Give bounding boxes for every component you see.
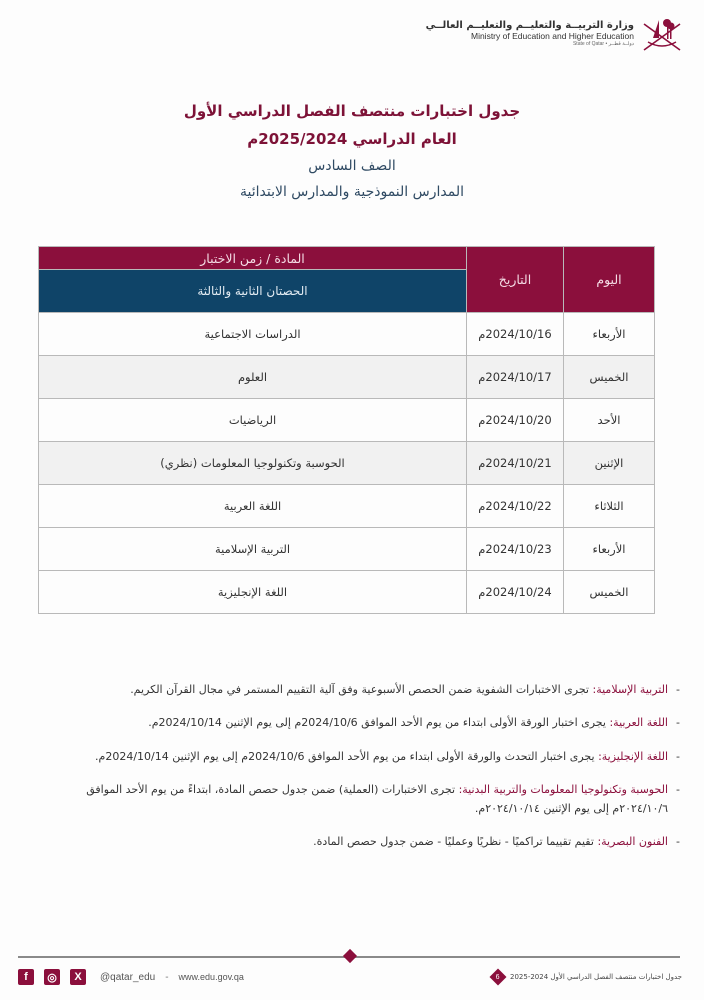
table-row [39, 528, 655, 571]
note-text: تجرى الاختبارات (العملية) ضمن جدول حصص المادة، ابتداءً من يوم الأحد الموافق ٢٠٢٤/١٠/٦م إلى يوم الإثنين ٢٠٢٤/١٠/١٤م. [86, 782, 668, 815]
note-dash: - [676, 782, 680, 796]
document-titles [0, 102, 704, 200]
facebook-icon[interactable]: f [18, 969, 34, 985]
qatar-emblem-icon [640, 14, 684, 54]
cell-day: الأحد [564, 399, 655, 442]
cell-date: 2024/10/17م [467, 356, 564, 399]
page-title: جدول اختبارات منتصف الفصل الدراسي الأول [183, 102, 521, 120]
table-row [39, 313, 655, 356]
note-dash: - [676, 749, 680, 763]
note-label: التربية الإسلامية: [592, 683, 668, 696]
cell-date: 2024/10/20م [467, 399, 564, 442]
note-text: يجرى اختبار التحدث والورقة الأولى ابتداء من يوم الأحد الموافق 2024/10/6م إلى يوم الإثنين 2024/10/14م. [95, 749, 599, 763]
note-dash: - [676, 716, 680, 730]
notes-list [70, 680, 680, 866]
header-periods: الحصتان الثانية والثالثة [39, 270, 467, 313]
cell-subject: الدراسات الاجتماعية [39, 313, 467, 356]
cell-date: 2024/10/23م [467, 528, 564, 571]
note-text: تجرى الاختبارات الشفوية ضمن الحصص الأسبوعية وفق آلية التقييم المستمر في مجال القرآن الكريم. [130, 683, 593, 696]
note-item [70, 713, 680, 732]
page-number-badge [489, 969, 506, 986]
footer-diamond-icon [343, 949, 357, 963]
note-text: تقيم تقييما تراكميًا - نظريًا وعمليًا - ضمن جدول حصص المادة. [313, 835, 598, 849]
footer-doc-info [492, 971, 682, 983]
ministry-logo [426, 14, 684, 54]
cell-subject: التربية الإسلامية [39, 528, 467, 571]
cell-date: 2024/10/21م [467, 442, 564, 485]
note-dash: - [676, 683, 680, 696]
table-row [39, 442, 655, 485]
cell-date: 2024/10/24م [467, 571, 564, 614]
page-number: 6 [496, 973, 500, 981]
footer-social [18, 969, 244, 985]
table-row [39, 485, 655, 528]
x-icon[interactable]: X [70, 969, 86, 985]
ministry-name-en: Ministry of Education and Higher Education [470, 30, 634, 41]
note-item [70, 832, 680, 851]
state-label: State of Qatar • دولــة قطــر [572, 40, 634, 47]
note-dash: - [676, 835, 680, 849]
cell-date: 2024/10/16م [467, 313, 564, 356]
academic-year: العام الدراسي 2025/2024م [247, 130, 457, 148]
cell-subject: الرياضيات [39, 399, 467, 442]
cell-date: 2024/10/22م [467, 485, 564, 528]
cell-day: الخميس [564, 571, 655, 614]
cell-day: الخميس [564, 356, 655, 399]
footer-doc-title: جدول اختبارات منتصف الفصل الدراسي الأول 2024-2025 [509, 973, 682, 981]
cell-day: الثلاثاء [564, 485, 655, 528]
social-handle[interactable]: @qatar_edu [100, 971, 156, 983]
exam-schedule-table [38, 246, 655, 614]
cell-day: الأربعاء [564, 528, 655, 571]
note-item [70, 680, 680, 699]
table-row [39, 356, 655, 399]
instagram-icon[interactable]: ◎ [44, 969, 60, 985]
website-link[interactable]: www.edu.gov.qa [178, 972, 244, 982]
header-day: اليوم [564, 247, 655, 313]
note-label: اللغة العربية: [609, 716, 668, 730]
cell-subject: الحوسبة وتكنولوجيا المعلومات (نظري) [39, 442, 467, 485]
ministry-name-ar: وزارة التربيــة والتعليــم والتعليــم العالــي [425, 20, 634, 32]
cell-subject: العلوم [39, 356, 467, 399]
note-label: الفنون البصرية: [597, 835, 668, 849]
table-row [39, 399, 655, 442]
note-label: اللغة الإنجليزية: [598, 749, 668, 763]
header-date: التاريخ [467, 247, 564, 313]
grade-label: الصف السادس [308, 158, 396, 174]
ministry-name [426, 20, 634, 47]
cell-day: الإثنين [564, 442, 655, 485]
cell-day: الأربعاء [564, 313, 655, 356]
note-item [70, 747, 680, 766]
cell-subject: اللغة الإنجليزية [39, 571, 467, 614]
table-row [39, 571, 655, 614]
note-item [70, 780, 680, 819]
header-subject-time: المادة / زمن الاختبار [39, 247, 467, 270]
note-label: الحوسبة وتكنولوجيا المعلومات والتربية البدنية: [458, 782, 668, 796]
note-text: يجرى اختبار الورقة الأولى ابتداء من يوم الأحد الموافق 2024/10/6م إلى يوم الإثنين 2024/10/14م. [148, 716, 610, 730]
footer-separator: - [165, 971, 169, 983]
schools-label: المدارس النموذجية والمدارس الابتدائية [240, 184, 464, 200]
cell-subject: اللغة العربية [39, 485, 467, 528]
